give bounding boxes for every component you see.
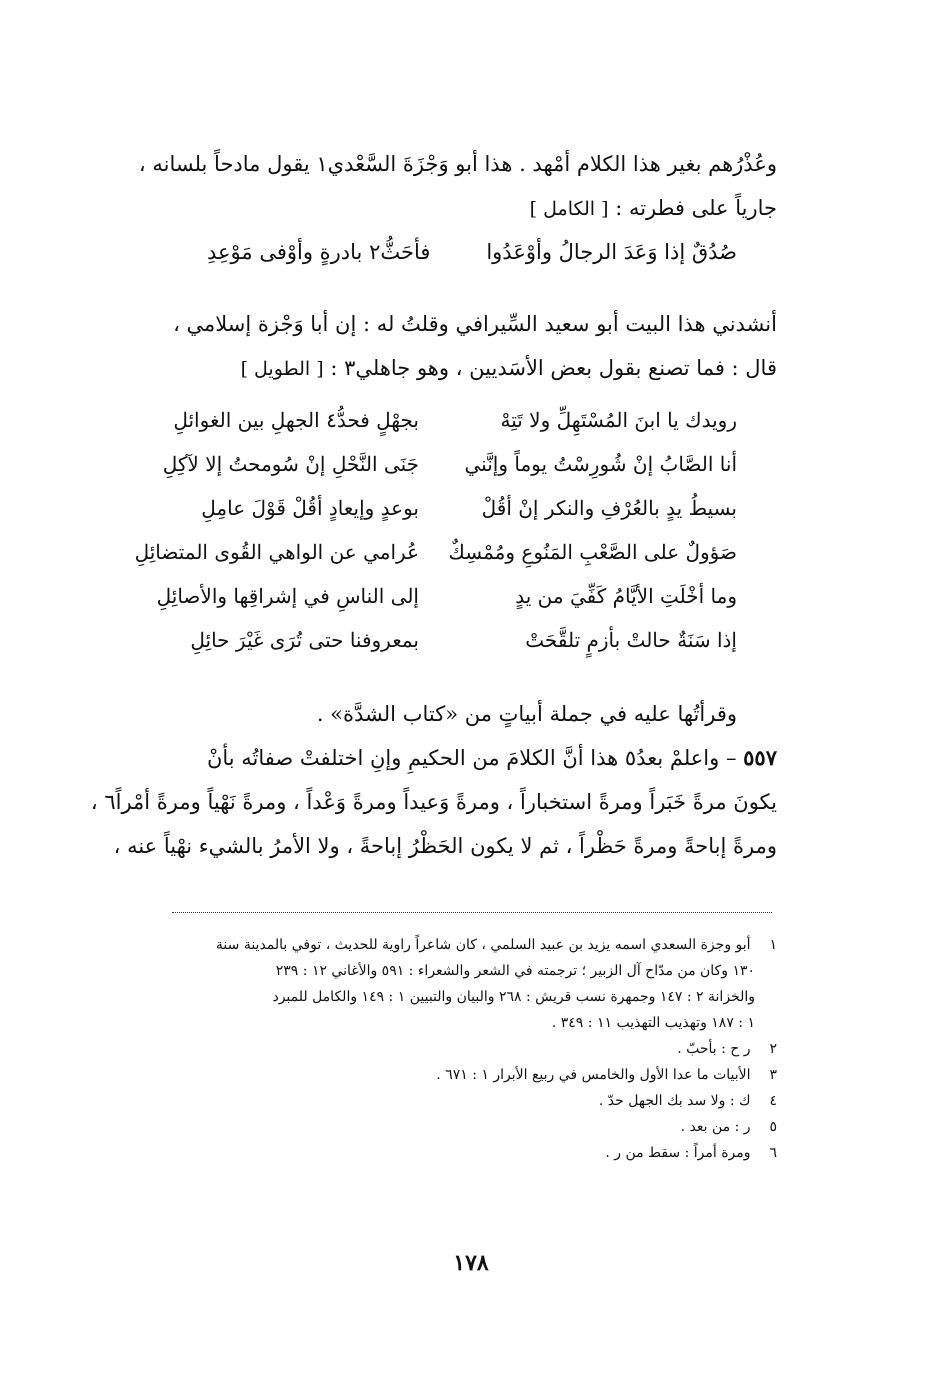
poem-verse — [137, 496, 737, 540]
poem — [134, 408, 737, 672]
footnote-6 — [167, 1140, 777, 1166]
footnote-number: ٤ — [769, 1093, 777, 1109]
page-number: ١٧٨ — [453, 1250, 489, 1276]
footnote-text: ر ح : بأحبّ . — [677, 1041, 751, 1057]
paragraph-reading-line: وقرأتُها عليه في جملة أبياتٍ من «كتاب الشدَّة» . — [316, 702, 737, 726]
footnote-text: ومرة أمراً : سقط من ر . — [605, 1145, 751, 1161]
footnote-4 — [167, 1088, 777, 1114]
footnote-number: ٦ — [769, 1145, 777, 1161]
poem-hemistich-left: بمعروفنا حتى تُرَى غَيْرَ حائِلِ — [190, 628, 419, 652]
paragraph-557-line-1 — [167, 736, 777, 780]
footnote-number: ٢ — [769, 1041, 777, 1057]
paragraph-intro-line-1: وعُذْرُهم بغير هذا الكلام أمْهد . هذا أبو وَجْزَةَ السَّعْدي١ يقول مادحاً بلسانه ، — [138, 152, 777, 176]
verse-hemistich-2: فأحَثُّ٢ بادرةٍ وأوْفى مَوْعِدِ — [207, 240, 431, 264]
poem-verse — [137, 628, 737, 672]
footnote-1-continuation: والخزانة ٢ : ١٤٧ وجمهرة نسب قريش : ٢٦٨ والبيان والتبيين ١ : ١٤٩ والكامل للمبرد — [272, 989, 755, 1005]
meter-label: [ الكامل ] — [529, 198, 609, 220]
paragraph-557-line-1-text: – واعلمْ بعدُ٥ هذا أنَّ الكلامَ من الحكيمِ وإنِ اختلفتْ صفاتُه بأنْ — [206, 746, 737, 770]
paragraph-siraf-line-1: أنشدني هذا البيت أبو سعيد السِّيرافي وقلتُ له : إن أبا وَجْزة إسلامي ، — [173, 312, 777, 336]
paragraph-557-line-3: ومرةً إباحةً ومرةً حَظْراً ، ثم لا يكون الحَظْرُ إباحةً ، ولا الأمرُ بالشيء نهْياً عنه ، — [113, 834, 777, 858]
footnote-text: أبو وجزة السعدي اسمه يزيد بن عبيد السلمي ، كان شاعراً راوية للحديث ، توفي بالمدينة سنة — [215, 937, 751, 953]
poem-hemistich-right: بسيطُ يدٍ بالعُرْفِ والنكر إنْ أقُلْ — [481, 496, 737, 520]
section-number: ٥٥٧ — [743, 745, 777, 770]
poem-verse — [137, 584, 737, 628]
paragraph-siraf-line-2 — [167, 346, 777, 391]
poem-hemistich-right: رويدك يا ابنَ المُسْتَهِلِّ ولا تَتِهْ — [500, 408, 737, 432]
poem-hemistich-left: جَنَى النَّحْلِ إنْ سُومحتُ إلا لآكِلِ — [162, 452, 419, 476]
footnote-number: ٣ — [769, 1067, 777, 1083]
paragraph-intro — [138, 142, 777, 231]
footnote-2 — [167, 1036, 777, 1062]
paragraph-intro-line-2-text: جارياً على فطرته : — [615, 196, 777, 220]
footnotes — [167, 932, 777, 1166]
poem-hemistich-right: إذا سَنَةٌ حالتْ بأزمٍ تلقَّحَتْ — [525, 628, 737, 652]
footnote-1-continuation: ١ : ١٨٧ وتهذيب التهذيب ١١ : ٣٤٩ . — [551, 1015, 755, 1031]
footnote-text: ر : من بعد . — [680, 1119, 751, 1135]
poem-hemistich-right: صَؤولٌ على الصَّعْبِ المَنُوعِ ومُمْسِكٌ — [448, 540, 737, 564]
paragraph-siraf-line-2-text: قال : فما تصنع بقول بعض الأسَديين ، وهو جاهلي٣ : — [330, 356, 777, 380]
footnote-separator — [172, 912, 772, 913]
paragraph-intro-line-2 — [167, 186, 777, 231]
poem-verse — [134, 540, 737, 584]
verse-single — [167, 240, 777, 280]
paragraph-siraf — [167, 302, 777, 391]
footnote-text: الأبيات ما عدا الأول والخامس في ربيع الأبرار ١ : ٦٧١ . — [436, 1067, 751, 1083]
poem-hemistich-left: بجهْلٍ فحدُّ٤ الجهلِ بين الغوائلِ — [173, 408, 419, 432]
meter-label: [ الطويل ] — [240, 358, 324, 380]
poem-hemistich-right: أنا الصَّابُ إنْ شُورِسْتُ يوماً وإنَّني — [464, 452, 737, 476]
paragraph-reading — [127, 692, 737, 736]
paragraph-557-line-2: يكونَ مرةً خَبَراً ومرةً استخباراً ، ومرةً وَعيداً ومرةً وَعْداً ، ومرةً نَهْياً ومرةً أمْراً٦ ، — [90, 790, 777, 814]
footnote-text: ك : ولا سد بك الجهل حدّ . — [598, 1093, 751, 1109]
poem-hemistich-left: بوعدٍ وإيعادٍ أقُلْ قَوْلَ عامِلِ — [201, 496, 419, 520]
poem-verse — [137, 452, 737, 496]
verse-hemistich-1: صُدُقٌ إذا وَعَدَ الرجالُ وأوْعَدُوا — [486, 240, 737, 264]
paragraph-557 — [90, 736, 777, 868]
footnote-5 — [167, 1114, 777, 1140]
footnote-1-continuation: ١٣٠ وكان من مدّاح آل الزبير ؛ ترجمته في الشعر والشعراء : ٥٩١ والأغاني ١٢ : ٢٣٩ — [275, 963, 755, 979]
footnote-number: ٥ — [769, 1119, 777, 1135]
footnote-number: ١ — [769, 937, 777, 953]
poem-hemistich-left: إلى الناسِ في إشراقِها والأصائِلِ — [156, 584, 419, 608]
poem-hemistich-right: وما أخْلَتِ الأيَّامُ كَفِّيَ من يدٍ — [515, 584, 737, 608]
poem-hemistich-left: عُرامي عن الواهي القُوى المتضائِلِ — [134, 540, 419, 564]
footnote-3 — [167, 1062, 777, 1088]
footnote-1 — [167, 932, 777, 958]
poem-verse — [137, 408, 737, 452]
